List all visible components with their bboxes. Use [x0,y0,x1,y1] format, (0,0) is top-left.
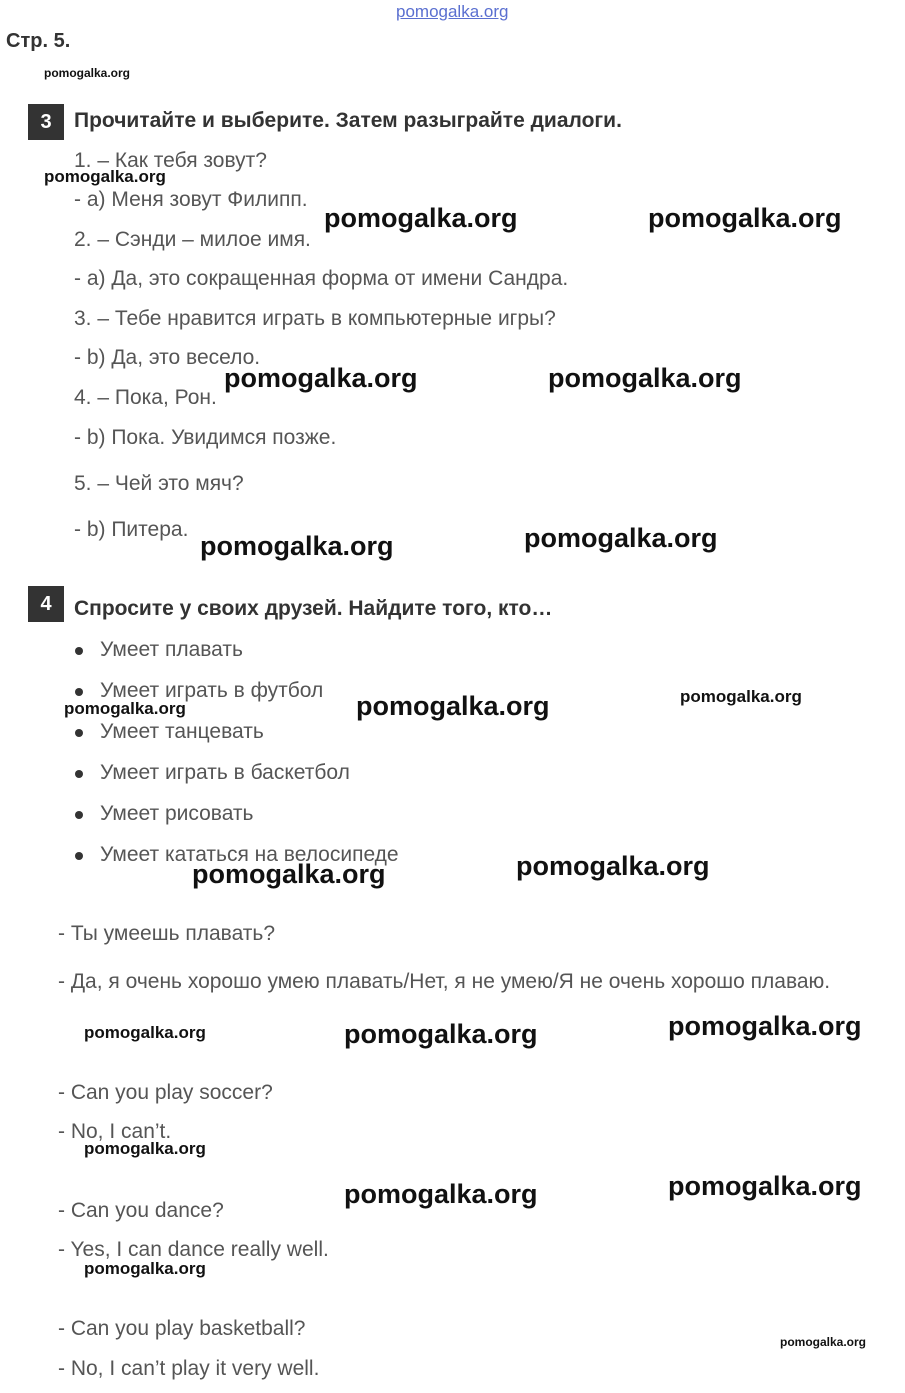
bullet-item: Умеет играть в баскетбол [100,761,350,784]
dialog-line: - Ты умеешь плавать? [58,922,276,945]
watermark: pomogalka.org [224,363,418,393]
page-number: Стр. 5. [6,30,71,52]
watermark: pomogalka.org [548,363,742,393]
watermark: pomogalka.org [668,1011,862,1041]
watermark: pomogalka.org [780,1335,867,1349]
watermark: pomogalka.org [44,66,131,80]
watermark: pomogalka.org [84,1023,206,1042]
bullet-icon [75,688,83,696]
dialog-line: - Yes, I can dance really well. [58,1238,329,1261]
dialog-line: - Can you play basketball? [58,1317,306,1340]
watermark: pomogalka.org [64,699,186,718]
watermark: pomogalka.org [668,1171,862,1201]
bullet-item: Умеет играть в футбол [100,679,324,702]
task-3-line: 5. – Чей это мяч? [74,472,244,495]
dialog-line: - Can you dance? [58,1199,224,1222]
watermark: pomogalka.org [192,859,386,889]
watermark: pomogalka.org [44,167,166,186]
watermark: pomogalka.org [84,1139,206,1158]
dialog-line: - No, I can’t play it very well. [58,1357,320,1380]
watermark: pomogalka.org [324,203,518,233]
task-4-title: Спросите у своих друзей. Найдите того, кто… [74,597,553,620]
task-3-line: 1. – Как тебя зовут? [74,149,267,172]
watermark: pomogalka.org [524,523,718,553]
task-4-number: 4 [28,586,64,622]
bullet-icon [75,852,83,860]
watermark: pomogalka.org [356,691,550,721]
task-3-title: Прочитайте и выберите. Затем разыграйте диалоги. [74,109,622,132]
watermark: pomogalka.org [200,531,394,561]
watermark: pomogalka.org [84,1259,206,1278]
dialog-line: - No, I can’t. [58,1120,172,1143]
watermark: pomogalka.org [516,851,710,881]
watermark: pomogalka.org [344,1019,538,1049]
task-3-line: - b) Питера. [74,518,189,541]
task-3-line: - a) Да, это сокращенная форма от имени Сандра. [74,267,569,290]
bullet-icon [75,770,83,778]
bullet-icon [75,729,83,737]
dialog-line: - Да, я очень хорошо умею плавать/Нет, я не умею/Я не очень хорошо плаваю. [58,970,831,993]
task-3-number: 3 [28,104,64,140]
watermark-link-top[interactable]: pomogalka.org [396,2,509,21]
task-3-line: - a) Меня зовут Филипп. [74,188,308,211]
bullet-icon [75,647,83,655]
bullet-item: Умеет плавать [100,638,243,661]
task-3-line: - b) Пока. Увидимся позже. [74,426,337,449]
watermark: pomogalka.org [648,203,842,233]
task-3-line: - b) Да, это весело. [74,346,261,369]
dialog-line: - Can you play soccer? [58,1081,273,1104]
task-3-line: 4. – Пока, Рон. [74,386,217,409]
watermark: pomogalka.org [344,1179,538,1209]
watermark: pomogalka.org [680,687,802,706]
bullet-item: Умеет танцевать [100,720,264,743]
task-3-line: 3. – Тебе нравится играть в компьютерные игры? [74,307,556,330]
bullet-item: Умеет кататься на велосипеде [100,843,399,866]
bullet-item: Умеет рисовать [100,802,254,825]
task-3-line: 2. – Сэнди – милое имя. [74,228,311,251]
bullet-icon [75,811,83,819]
